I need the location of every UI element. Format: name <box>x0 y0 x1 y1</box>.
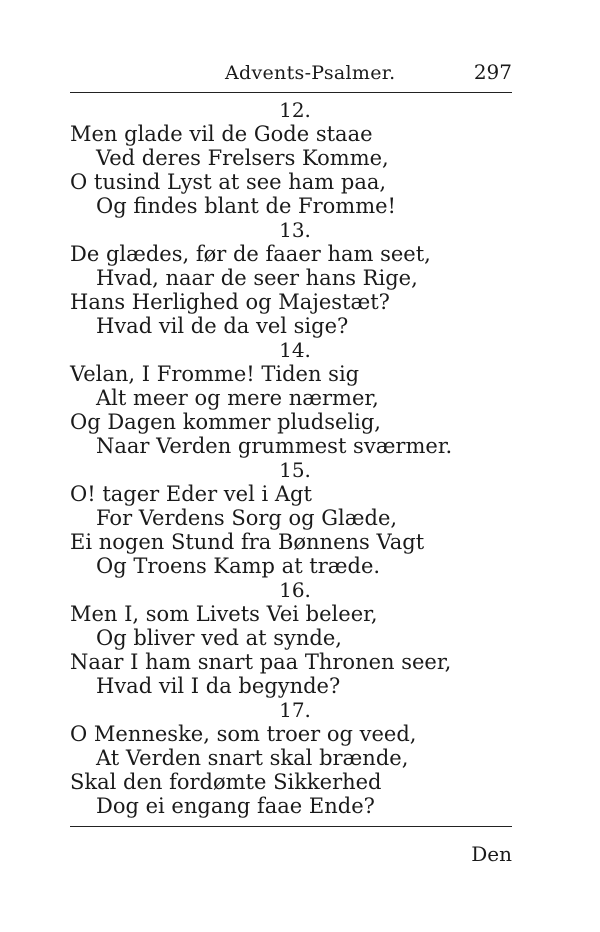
stanza-number: 15. <box>279 458 311 482</box>
header-rule <box>70 92 512 93</box>
verse-line: Skal den fordømte Sikkerhed <box>70 770 382 794</box>
hymn-text <box>70 98 520 818</box>
page-number: 297 <box>473 60 512 84</box>
verse-line: Alt meer og mere nærmer, <box>96 386 379 410</box>
verse-line: Hvad vil I da begynde? <box>96 674 341 698</box>
footer-rule <box>70 826 512 827</box>
verse-line: Naar I ham snart paa Thronen seer, <box>70 650 452 674</box>
stanza-number: 17. <box>279 698 311 722</box>
verse-line: Hvad, naar de seer hans Rige, <box>96 266 418 290</box>
stanza-number: 13. <box>279 218 311 242</box>
verse-line: Ei nogen Stund fra Bønnens Vagt <box>70 530 425 554</box>
verse-line: Hvad vil de da vel sige? <box>96 314 349 338</box>
verse-line: Og Troens Kamp at træde. <box>96 554 381 578</box>
verse-line: Naar Verden grummest sværmer. <box>96 434 453 458</box>
stanza-16 <box>70 578 520 698</box>
verse-line: O tusind Lyst at see ham paa, <box>70 170 387 194</box>
verse-line: Ved deres Frelsers Komme, <box>96 146 389 170</box>
verse-line: De glædes, før de faaer ham seet, <box>70 242 431 266</box>
verse-line: Velan, I Fromme! Tiden sig <box>70 362 360 386</box>
verse-line: O! tager Eder vel i Agt <box>70 482 312 506</box>
verse-line: Men glade vil de Gode staae <box>70 122 373 146</box>
verse-line: Dog ei engang faae Ende? <box>96 794 375 818</box>
running-title: Advents-Psalmer. <box>225 62 396 84</box>
stanza-17 <box>70 698 520 818</box>
verse-line: Og bliver ved at synde, <box>96 626 342 650</box>
stanza-12 <box>70 98 520 218</box>
page-header <box>70 58 512 86</box>
stanza-14 <box>70 338 520 458</box>
stanza-13 <box>70 218 520 338</box>
verse-line: Men I, som Livets Vei beleer, <box>70 602 378 626</box>
catchword: Den <box>471 842 512 866</box>
verse-line: O Menneske, som troer og veed, <box>70 722 417 746</box>
stanza-number: 12. <box>279 98 311 122</box>
verse-line: Hans Herlighed og Majestæt? <box>70 290 390 314</box>
stanza-number: 14. <box>279 338 311 362</box>
verse-line: Og findes blant de Fromme! <box>96 194 396 218</box>
stanza-15 <box>70 458 520 578</box>
verse-line: At Verden snart skal brænde, <box>96 746 409 770</box>
verse-line: Og Dagen kommer pludselig, <box>70 410 381 434</box>
stanza-number: 16. <box>279 578 311 602</box>
verse-line: For Verdens Sorg og Glæde, <box>96 506 398 530</box>
